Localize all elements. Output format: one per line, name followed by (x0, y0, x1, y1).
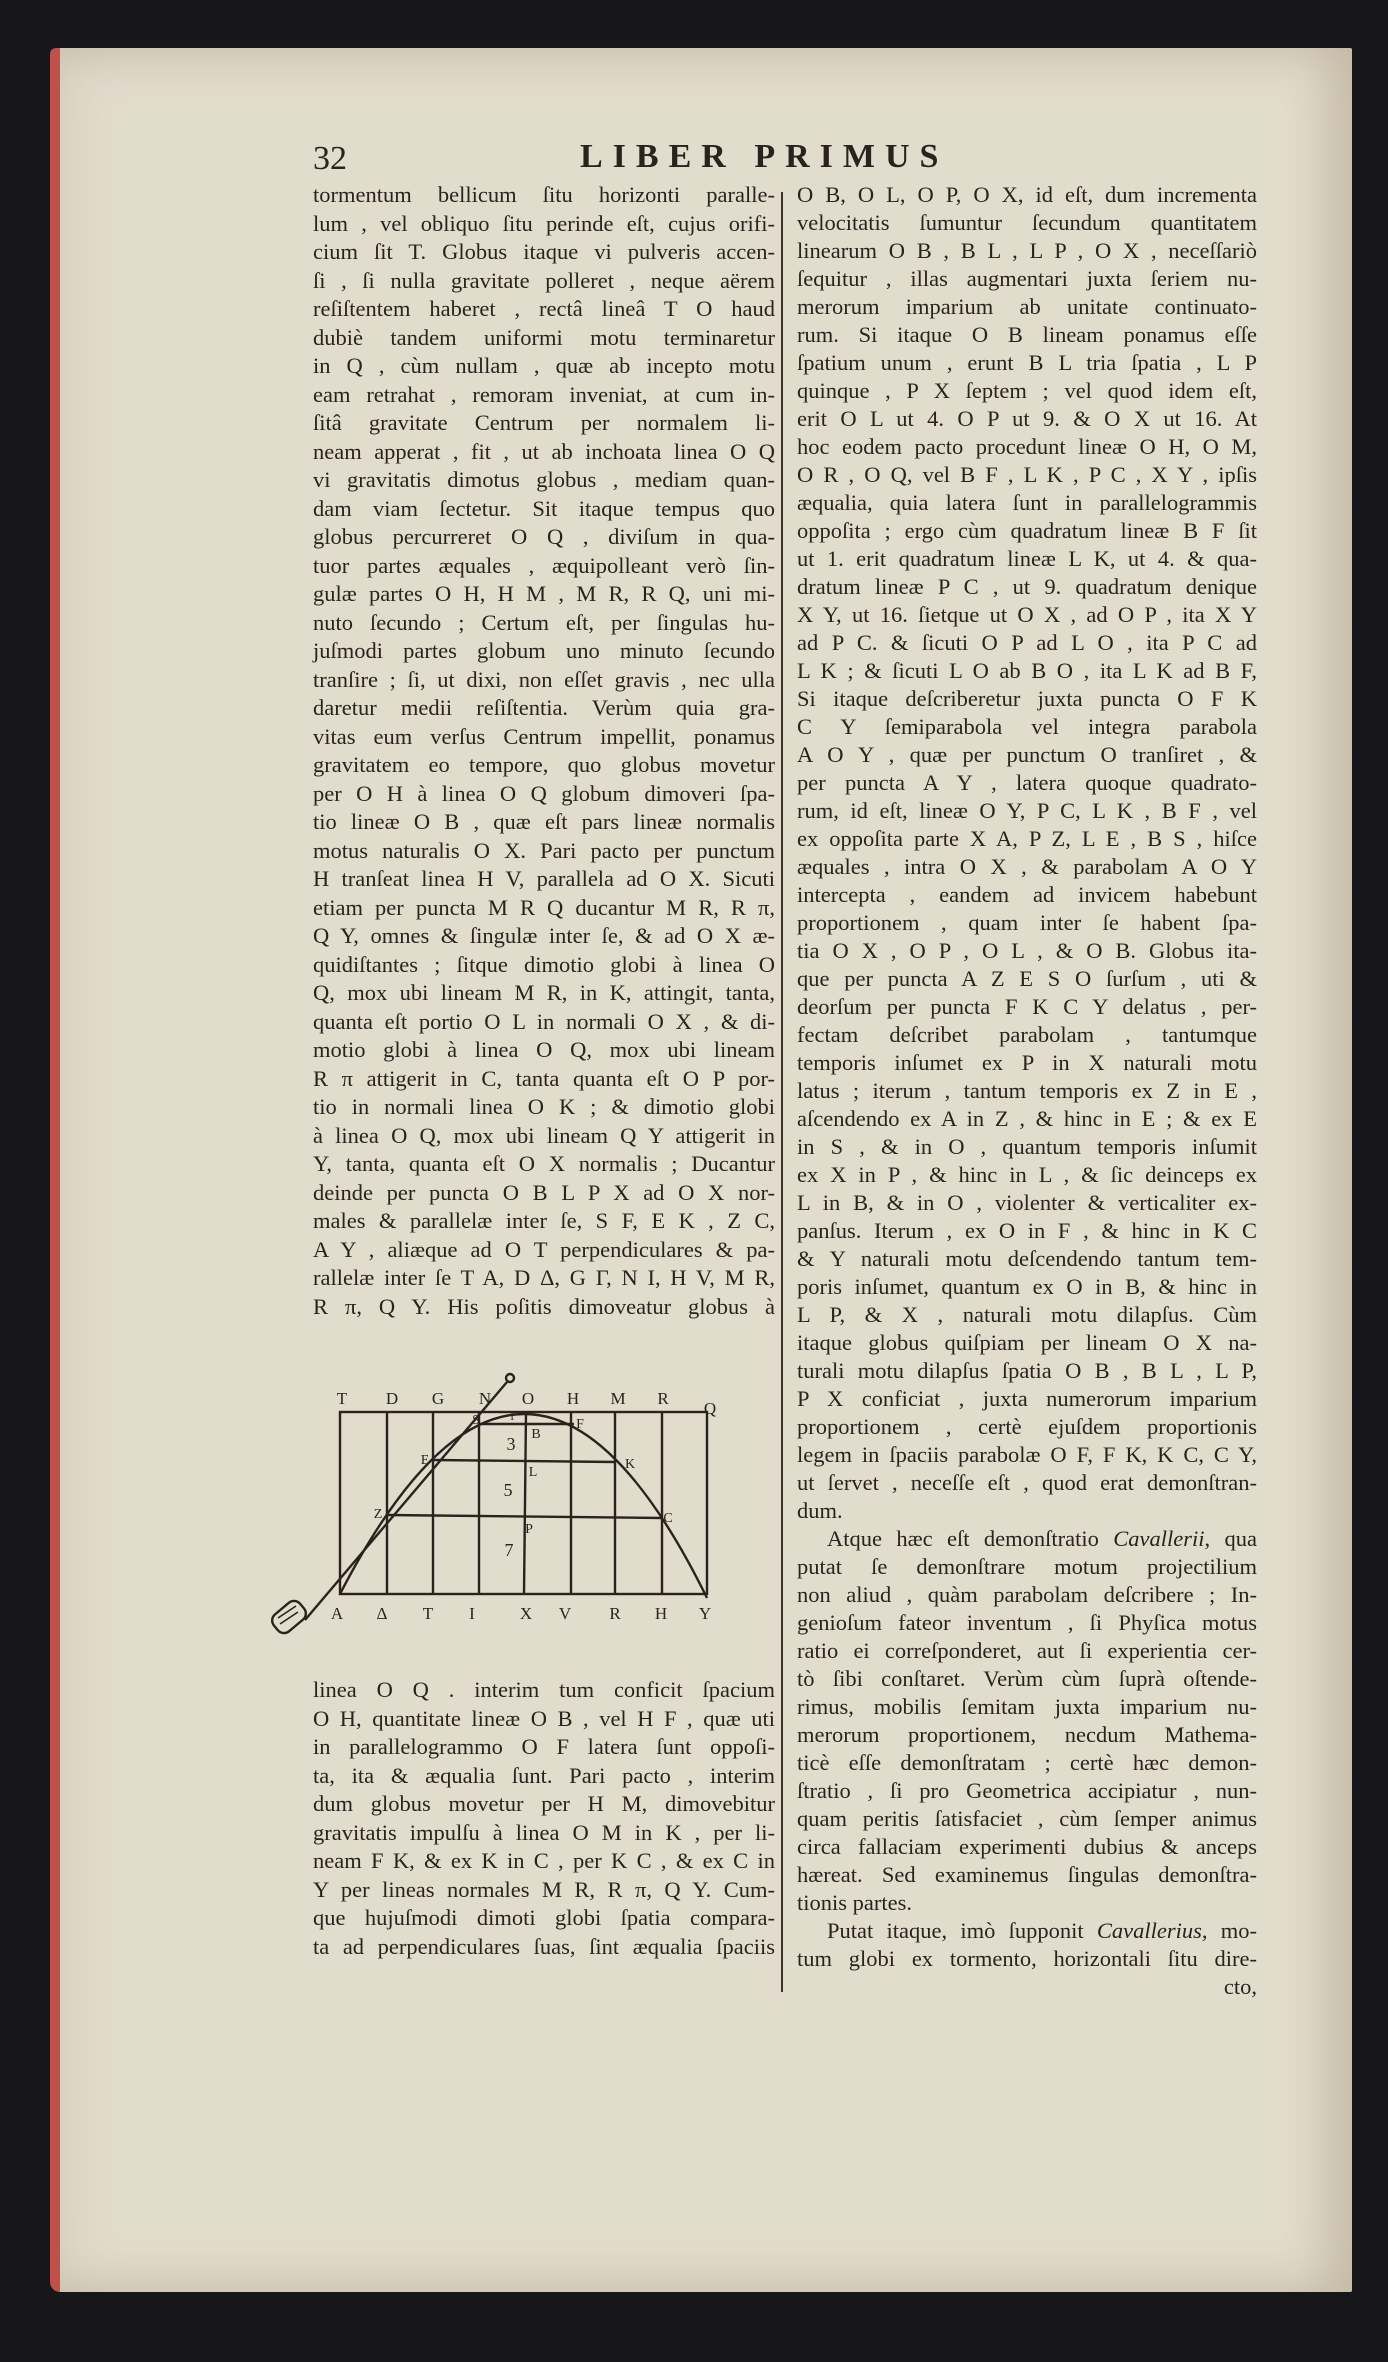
text-line: legem in ſpaciis parabolæ O F, F K, K C, C Y, (797, 1442, 1257, 1467)
text-line: intercepta , eandem ad invicem habebunt (797, 882, 1257, 907)
text-line: poris inſumet, quantum ex O in B, & hinc in (797, 1274, 1257, 1299)
text-line: panſus. Iterum , ex O in F , & hinc in K C (797, 1218, 1257, 1243)
text-line: gulæ partes O H, H M , M R, R Q, uni mi- (313, 581, 775, 606)
text-line: æqualia, quia latera ſunt in parallelogrammis (797, 490, 1257, 515)
text-line: quanta eſt portio O L in normali O X , & di- (313, 1008, 775, 1034)
text-line: dum globus movetur per H M, dimovebitur (313, 1791, 775, 1816)
text-line: males & parallelæ inter ſe, S F, E K , Z C, (313, 1208, 775, 1233)
text-line: L K ; & ſicuti L O ab B O , ita L K ad B F, (797, 658, 1257, 683)
bottom-label: V (558, 1604, 572, 1623)
text-line: tio in normali linea O K ; & dimotio globi (313, 1094, 775, 1119)
text-line: juſmodi partes globum uno minuto ſecundo (313, 638, 775, 663)
text-line: O H, quantitate lineæ O B , vel H F , quæ uti (313, 1705, 775, 1731)
number-label: 1 (509, 1411, 515, 1423)
bottom-label: I (469, 1604, 475, 1623)
text-line: dratum lineæ P C , ut 9. quadratum denique (797, 574, 1257, 599)
text-line: per O H à linea O Q globum dimoveri ſpa- (313, 780, 775, 806)
text-line: tionis partes. (797, 1890, 912, 1915)
text-line: Q Y, omnes & ſingulæ inter ſe, & ad O X æ- (313, 923, 775, 948)
text-line: ad P C. & ſicuti O P ad L O , ita P C ad (797, 630, 1257, 655)
text-line: dam viam ſectetur. Sit itaque tempus quo (313, 495, 775, 521)
text-line: cto, (1223, 1974, 1257, 1999)
point-label-l: L (528, 1465, 538, 1480)
text-line: Y per lineas normales M R, R π, Q Y. Cum- (313, 1876, 775, 1902)
text-line: in Q , cùm nullam , quæ ab incepto motu (313, 353, 775, 378)
text-line: itaque globus quiſpiam per lineam O X na- (797, 1330, 1257, 1355)
text-line: ticè eſſe demonſtratam ; certè hæc demon- (797, 1750, 1257, 1775)
text-line: dum. (797, 1498, 843, 1523)
author-name-italic: Cavallerii (1113, 1526, 1205, 1551)
top-label: Q (703, 1399, 717, 1418)
text-line: ta, ita & æqualia ſunt. Pari pacto , interim (313, 1762, 775, 1788)
text-line: ſtratio , ſi pro Geometrica accipiatur , nun- (797, 1778, 1257, 1803)
top-label: D (385, 1389, 399, 1408)
text-line: neam F K, & ex K in C , per K C , & ex C in (313, 1848, 775, 1873)
page-number: 32 (313, 140, 347, 177)
text-segment: Putat itaque, imò ſupponit (827, 1918, 1097, 1943)
text-line: tio lineæ O B , quæ eſt pars lineæ normalis (313, 809, 775, 834)
grid-line (433, 1460, 615, 1462)
top-label: N (478, 1389, 492, 1408)
text-line: hæreat. Sed examinemus ſingulas demonſtra- (797, 1862, 1257, 1887)
text-line: tuor partes æquales , æquipolleant verò ſin- (313, 552, 775, 578)
top-label: M (610, 1389, 626, 1408)
grid-line (387, 1515, 662, 1518)
top-label: G (431, 1389, 445, 1408)
text-line: L P, & X , naturali motu dilapſus. Cùm (797, 1302, 1257, 1327)
text-line: ſitâ gravitate Centrum per normalem li- (313, 410, 775, 435)
bottom-label: Y (698, 1604, 712, 1623)
cannon-icon (269, 1598, 309, 1637)
text-line: velocitatis ſumuntur ſecundum quantitatem (797, 210, 1257, 235)
top-label: T (336, 1389, 348, 1408)
text-segment: , qua (1204, 1526, 1257, 1551)
text-line: quam peritis ſatisfaciet , cùm ſemper animus (797, 1806, 1257, 1831)
text-line: P X conficiat , juxta numerorum imparium (797, 1386, 1257, 1411)
text-line: hoc eodem pacto procedunt lineæ O H, O M, (797, 434, 1257, 459)
top-label: R (657, 1389, 669, 1408)
text-line: æquales , intra O X , & parabolam A O Y (797, 854, 1257, 879)
text-line: rum, id eſt, lineæ O Y, P C, L K , B F , vel (797, 798, 1257, 823)
text-line: erit O L ut 4. O P ut 9. & O X ut 16. At (797, 406, 1257, 431)
text-line: lum , vel obliquo ſitu perinde eſt, cujus orifi- (313, 210, 775, 236)
text-line: C Y ſemiparabola vel integra parabola (797, 714, 1257, 739)
text-line: vi gravitatis dimotus globus , mediam quan- (313, 467, 775, 492)
text-line: reſiſtentem haberet , rectâ lineâ T O haud (313, 296, 775, 321)
text-line: globus percurreret O Q , diviſum in qua- (313, 524, 775, 549)
text-line: cium ſit T. Globus itaque vi pulveris accen- (313, 239, 775, 264)
text-line: in parallelogrammo O F latera ſunt oppoſi- (313, 1734, 775, 1759)
text-line: proportionem , quam inter ſe habent ſpa- (797, 910, 1257, 935)
text-line: R π attigerit in C, tanta quanta eſt O P por- (313, 1065, 775, 1091)
text-line: ex oppoſita parte X A, P Z, L E , B S , hiſce (797, 826, 1257, 851)
text-line: quinque , P X ſeptem ; vel quod idem eſt, (797, 378, 1257, 403)
text-line: deinde per puncta O B L P X ad O X nor- (313, 1179, 775, 1205)
text-line: temporis inſumet ex P in X naturali motu (797, 1050, 1257, 1075)
text-line: linea O Q . interim tum conficit ſpacium (313, 1677, 775, 1702)
text-line: neam apperat , fit , ut ab inchoata linea O Q (313, 438, 775, 464)
text-line: dubiè tandem uniformi motu terminaretur (313, 324, 775, 350)
text-line: tormentum bellicum ſitu horizonti paralle- (313, 182, 775, 207)
top-label: O (521, 1389, 535, 1408)
text-line: etiam per puncta M R Q ducantur M R, R π, (313, 894, 775, 920)
text-line: Y, tanta, quanta eſt O X normalis ; Ducantur (313, 1151, 775, 1176)
text-line: ut ſervet , neceſſe eſt , quod erat demonſtran- (797, 1470, 1257, 1495)
bottom-label: H (654, 1604, 668, 1623)
point-label-f: F (576, 1417, 584, 1432)
text-line: deorſum per puncta F K C Y delatus , per- (797, 994, 1257, 1019)
text-line: merorum proportionem, necdum Mathema- (797, 1722, 1257, 1747)
text-line: tum globi ex tormento, horizontali ſitu dire- (797, 1946, 1257, 1971)
number-label: 3 (506, 1434, 516, 1454)
text-line: tò ſibi conſtaret. Verùm cùm ſuprà oſtende- (797, 1666, 1257, 1691)
text-line: ratio ei correſponderet, aut ſi experientia cer- (797, 1638, 1257, 1663)
text-line: genioſum fateor inventum , ſi Phyſica motus (797, 1610, 1257, 1635)
text-line: ſpatium unum , erunt B L tria ſpatia , L P (797, 350, 1257, 375)
ring-icon (506, 1374, 514, 1382)
point-label-k: K (624, 1457, 636, 1472)
text-line: Q, mox ubi lineam M R, in K, attingit, tanta, (313, 980, 775, 1005)
text-segment: Atque hæc eſt demonſtratio (827, 1526, 1114, 1551)
text-line: eam retrahat , remoram inveniat, at cum in- (313, 381, 775, 407)
bottom-label: Δ (376, 1604, 388, 1623)
bottom-label: X (519, 1604, 533, 1623)
text-line: O R , O Q, vel B F , L K , P C , X Y , ipſis (797, 462, 1257, 487)
text-line: gravitatis impulſu à linea O M in K , per li- (313, 1819, 775, 1845)
text-line: L in B, & in O , violenter & verticaliter ex- (797, 1190, 1257, 1215)
text-line: vitas eum verſus Centrum impellit, ponamus (313, 723, 775, 749)
top-label: H (566, 1389, 580, 1408)
text-line: ta ad perpendiculares ſuas, ſint æqualia ſpaciis (313, 1933, 775, 1959)
text-line: tranſire ; ſi, ut dixi, non eſſet gravis , nec ulla (313, 666, 775, 692)
number-label: 5 (503, 1480, 513, 1500)
text-line: H tranſeat linea H V, parallela ad O X. Sicuti (313, 866, 775, 891)
text-line: oppoſita ; ergo cùm quadratum lineæ B F ſit (797, 518, 1257, 543)
text-line: per puncta A Y , latera quoque quadrato- (797, 770, 1257, 795)
text-line: à linea O Q, mox ubi lineam Q Y attigerit in (313, 1122, 775, 1148)
point-label-z: Z (373, 1507, 383, 1522)
text-line: rimus, mobilis ſemitam juxta imparium nu- (797, 1694, 1257, 1719)
number-label: 7 (504, 1540, 514, 1560)
text-line: rallelæ inter ſe T A, D Δ, G Γ, N I, H V, M R, (313, 1265, 775, 1290)
bottom-label: R (609, 1604, 621, 1623)
grid-line (524, 1412, 526, 1594)
text-line: in S , & in O , quantum temporis inſumit (797, 1134, 1257, 1159)
text-line: latus ; iterum , tantum temporis ex Z in E , (797, 1078, 1257, 1103)
text-line: quidiſtantes ; ſitque dimotio globi à linea O (313, 951, 775, 977)
text-line: rum. Si itaque O B lineam ponamus eſſe (797, 322, 1257, 347)
text-line: que hujuſmodi dimoti globi ſpatia compara- (313, 1905, 775, 1930)
text-line: & Y naturali motu deſcendendo tantum tem- (797, 1246, 1257, 1271)
text-line: motio globi à linea O Q, mox ubi lineam (313, 1037, 775, 1062)
text-line: aſcendendo ex A in Z , & hinc in E ; & ex E (797, 1106, 1257, 1131)
text-line: turali motu dilapſus ſpatia O B , B L , L P, (797, 1358, 1257, 1383)
bottom-label: T (422, 1604, 434, 1623)
text-line: nuto ſecundo ; Certum eſt, per ſingulas hu- (313, 609, 775, 635)
point-label-p: P (525, 1522, 533, 1537)
text-line: R π, Q Y. His poſitis dimoveatur globus à (313, 1293, 775, 1319)
text-line: ſequitur , illas augmentari juxta ſeriem nu- (797, 266, 1257, 291)
text-line: daretur medii reſiſtentia. Verùm quia gra- (313, 695, 775, 720)
text-line: fectam deſcribet parabolam , tantumque (797, 1022, 1257, 1047)
text-line: O B, O L, O P, O X, id eſt, dum incrementa (797, 182, 1257, 207)
text-line: linearum O B , B L , L P , O X , neceſſariò (797, 238, 1257, 263)
text-line: que per puncta A Z E S O ſurſum , uti & (797, 966, 1257, 991)
text-line: ut 1. erit quadratum lineæ L K, ut 4. & qua- (797, 546, 1257, 571)
running-title: LIBER PRIMUS (580, 138, 949, 175)
text-line: tia O X , O P , O L , & O B. Globus ita- (797, 938, 1257, 963)
text-line: gravitatem eo tempore, quo globus movetur (313, 752, 775, 777)
point-label-e: E (420, 1453, 430, 1468)
text-line: putat ſe demonſtrare motum projectilium (797, 1554, 1257, 1579)
text-line: A Y , aliæque ad O T perpendiculares & pa- (313, 1236, 775, 1262)
text-line: Si itaque deſcriberetur juxta puncta O F K (797, 686, 1257, 711)
text-line: motus naturalis O X. Pari pacto per punctum (313, 837, 775, 863)
text-line: A O Y , quæ per punctum O tranſiret , & (797, 742, 1257, 767)
text-line: X Y, ut 16. ſietque ut O X , ad O P , ita X Y (797, 602, 1257, 627)
point-label-s: S (472, 1413, 480, 1428)
author-name-italic: Cavallerius (1096, 1918, 1202, 1943)
bottom-label: A (330, 1604, 344, 1623)
text-line: ſi , ſi nulla gravitate polleret , neque aërem (313, 267, 775, 293)
text-line: ex X in P , & hinc in L , & ſic deinceps ex (797, 1162, 1257, 1187)
text-line: merorum imparium ab unitate continuato- (797, 294, 1257, 319)
text-line: proportionem , certè ejuſdem proportionis (797, 1414, 1257, 1439)
point-label-c: C (663, 1511, 673, 1526)
point-label-b: B (531, 1427, 541, 1442)
text-line: circa fallaciam experimenti dubius & anceps (797, 1834, 1257, 1859)
text-line: non aliud , quàm parabolam deſcribere ; In- (797, 1582, 1257, 1607)
text-segment: , mo- (1201, 1918, 1257, 1943)
